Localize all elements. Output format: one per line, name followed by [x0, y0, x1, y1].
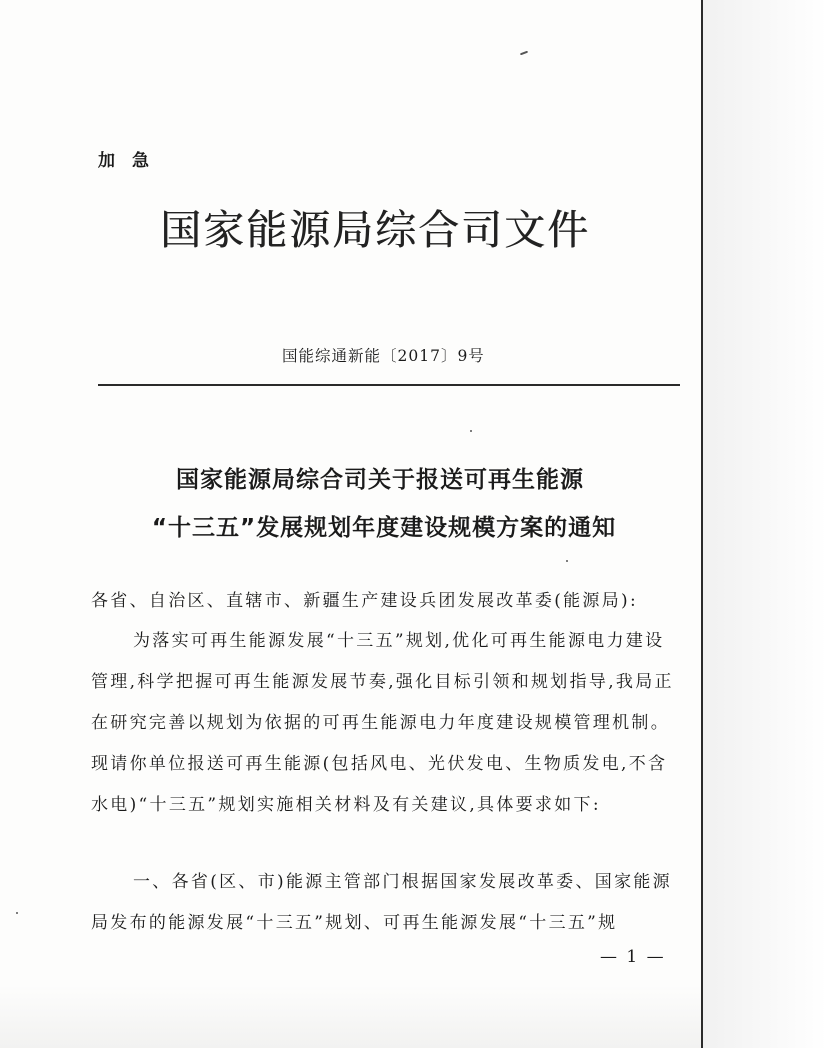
page-number: — 1 — — [600, 947, 666, 967]
notice-title-line-1: 国家能源局综合司关于报送可再生能源 — [176, 467, 584, 493]
scan-speck — [566, 560, 568, 562]
header-divider — [98, 384, 680, 386]
scan-shadow — [0, 985, 701, 1048]
urgency-label: 加急 — [98, 151, 166, 171]
recipient-line: 各省、自治区、直辖市、新疆生产建设兵团发展改革委(能源局): — [91, 591, 638, 611]
scan-mark — [520, 51, 528, 56]
scan-speck — [470, 430, 472, 432]
document-number: 国能综通新能〔2017〕9号 — [282, 347, 485, 365]
scan-speck — [16, 912, 18, 914]
notice-title-line-2: “十三五”发展规划年度建设规模方案的通知 — [151, 515, 617, 541]
body-paragraph-1: 为落实可再生能源发展“十三五”规划,优化可再生能源电力建设管理,科学把握可再生能源发展节奏,强化目标引领和规划指导,我局正在研究完善以规划为依据的可再生能源电力年度建设规模管理机制。现请你单位报送可再生能源(包括风电、光伏发电、生物质发电,不含水电)“十三五”规划实施相关材料及有关建议,具体要求如下: — [91, 631, 674, 815]
issuer-header: 国家能源局综合司文件 — [160, 206, 590, 254]
body-paragraph-2: 一、各省(区、市)能源主管部门根据国家发展改革委、国家能源局发布的能源发展“十三五”规划、可再生能源发展“十三五”规 — [91, 872, 672, 933]
